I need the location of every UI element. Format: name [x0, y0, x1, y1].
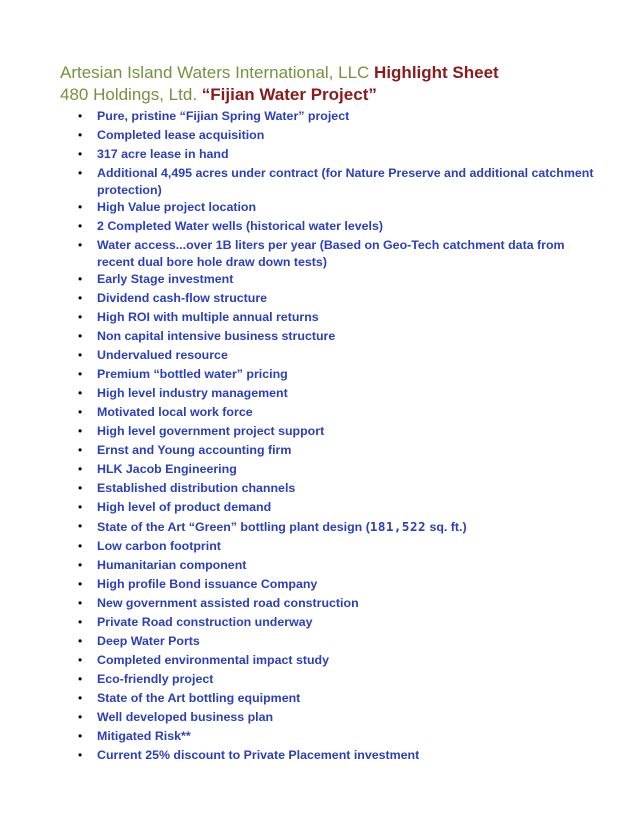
bullet-icon: • [78, 128, 83, 142]
list-item [78, 308, 598, 327]
list-item [78, 632, 598, 651]
bullet-icon: • [78, 310, 83, 324]
list-item [78, 537, 598, 556]
holding-company-name: 480 Holdings, Ltd. [60, 85, 198, 104]
bullet-icon: • [78, 147, 83, 161]
list-item [78, 689, 598, 708]
bullet-icon: • [78, 200, 83, 214]
bullet-icon: • [78, 329, 83, 343]
list-item [78, 346, 598, 365]
list-item-text: Established distribution channels [97, 481, 296, 495]
bullet-icon: • [78, 367, 83, 381]
list-item-text: Low carbon footprint [97, 539, 221, 553]
bullet-icon: • [78, 291, 83, 305]
bullet-icon: • [78, 539, 83, 553]
bullet-icon: • [78, 166, 83, 180]
list-item-text: Additional 4,495 acres under contract (for Nature Preserve and additional catchment [97, 166, 594, 180]
list-item-text: High Value project location [97, 200, 257, 214]
list-item [78, 236, 598, 270]
bullet-icon: • [78, 272, 83, 286]
list-item [78, 517, 598, 537]
list-item [78, 217, 598, 236]
list-item [78, 365, 598, 384]
list-item [78, 145, 598, 164]
bullet-icon: • [78, 348, 83, 362]
bullet-icon: • [78, 596, 83, 610]
list-item-text: Non capital intensive business structure [97, 329, 336, 343]
list-item-text: Completed lease acquisition [97, 128, 265, 142]
list-item-text: Undervalued resource [97, 348, 228, 362]
bullet-icon: • [78, 386, 83, 400]
list-item [78, 556, 598, 575]
list-item [78, 670, 598, 689]
list-item [78, 198, 598, 217]
list-item-text: State of the Art bottling equipment [97, 691, 301, 705]
list-item-text: Deep Water Ports [97, 634, 200, 648]
bullet-icon: • [78, 109, 83, 123]
bullet-icon: • [78, 672, 83, 686]
list-item-text: Motivated local work force [97, 405, 253, 419]
list-item [78, 441, 598, 460]
list-item [78, 460, 598, 479]
list-item-text: Premium “bottled water” pricing [97, 367, 288, 381]
list-item-text: Well developed business plan [97, 710, 274, 724]
bullet-icon: • [78, 519, 83, 533]
list-item-text: High level industry management [97, 386, 288, 400]
list-item [78, 327, 598, 346]
list-item-text: High ROI with multiple annual returns [97, 310, 319, 324]
bullet-icon: • [78, 729, 83, 743]
list-item-number: 181,522 [369, 519, 427, 534]
bullet-icon: • [78, 748, 83, 762]
list-item [78, 384, 598, 403]
list-item [78, 708, 598, 727]
list-item-text: State of the Art “Green” bottling plant design ( [97, 520, 370, 534]
list-item-text: Water access...over 1B liters per year (Based on Geo-Tech catchment data from [97, 238, 565, 252]
bullet-icon: • [78, 558, 83, 572]
bullet-icon: • [78, 443, 83, 457]
list-item [78, 651, 598, 670]
list-item [78, 479, 598, 498]
list-item-text: Completed environmental impact study [97, 653, 330, 667]
list-item-text: HLK Jacob Engineering [97, 462, 237, 476]
list-item-text: 317 acre lease in hand [97, 147, 229, 161]
list-item [78, 727, 598, 746]
list-item [78, 107, 598, 126]
list-item-text: Current 25% discount to Private Placement investment [97, 748, 420, 762]
list-item-continuation: recent dual bore hole draw down tests) [97, 255, 327, 269]
list-item-text: Private Road construction underway [97, 615, 313, 629]
header-line-2 [60, 84, 620, 106]
bullet-icon: • [78, 653, 83, 667]
list-item-text: Ernst and Young accounting firm [97, 443, 292, 457]
list-item [78, 403, 598, 422]
list-item [78, 289, 598, 308]
sheet-title: Highlight Sheet [374, 63, 499, 82]
highlight-list [78, 107, 598, 765]
bullet-icon: • [78, 405, 83, 419]
list-item-text: Humanitarian component [97, 558, 247, 572]
list-item-text: Pure, pristine “Fijian Spring Water” project [97, 109, 350, 123]
list-item-text: High level of product demand [97, 500, 272, 514]
list-item-text: High level government project support [97, 424, 325, 438]
header-line-1 [60, 62, 620, 84]
bullet-icon: • [78, 691, 83, 705]
list-item-text: Mitigated Risk** [97, 729, 191, 743]
list-item [78, 594, 598, 613]
list-item [78, 575, 598, 594]
bullet-icon: • [78, 710, 83, 724]
list-item [78, 613, 598, 632]
list-item [78, 422, 598, 441]
project-title: “Fijian Water Project” [201, 85, 377, 104]
bullet-icon: • [78, 219, 83, 233]
list-item-text: Dividend cash-flow structure [97, 291, 268, 305]
list-item-text: Eco-friendly project [97, 672, 214, 686]
bullet-icon: • [78, 500, 83, 514]
bullet-icon: • [78, 462, 83, 476]
document-header [60, 62, 620, 106]
bullet-icon: • [78, 577, 83, 591]
company-name: Artesian Island Waters International, LLC [60, 63, 370, 82]
list-item-text: High profile Bond issuance Company [97, 577, 318, 591]
list-item-text: 2 Completed Water wells (historical water levels) [97, 219, 383, 233]
list-item-continuation: protection) [97, 183, 162, 197]
list-item [78, 164, 598, 198]
bullet-icon: • [78, 481, 83, 495]
list-item-text: New government assisted road construction [97, 596, 359, 610]
list-item [78, 498, 598, 517]
list-item [78, 270, 598, 289]
bullet-icon: • [78, 238, 83, 252]
list-item [78, 746, 598, 765]
bullet-icon: • [78, 615, 83, 629]
list-item-text-tail: sq. ft.) [426, 520, 467, 534]
bullet-icon: • [78, 634, 83, 648]
list-item [78, 126, 598, 145]
list-item-text: Early Stage investment [97, 272, 234, 286]
bullet-icon: • [78, 424, 83, 438]
